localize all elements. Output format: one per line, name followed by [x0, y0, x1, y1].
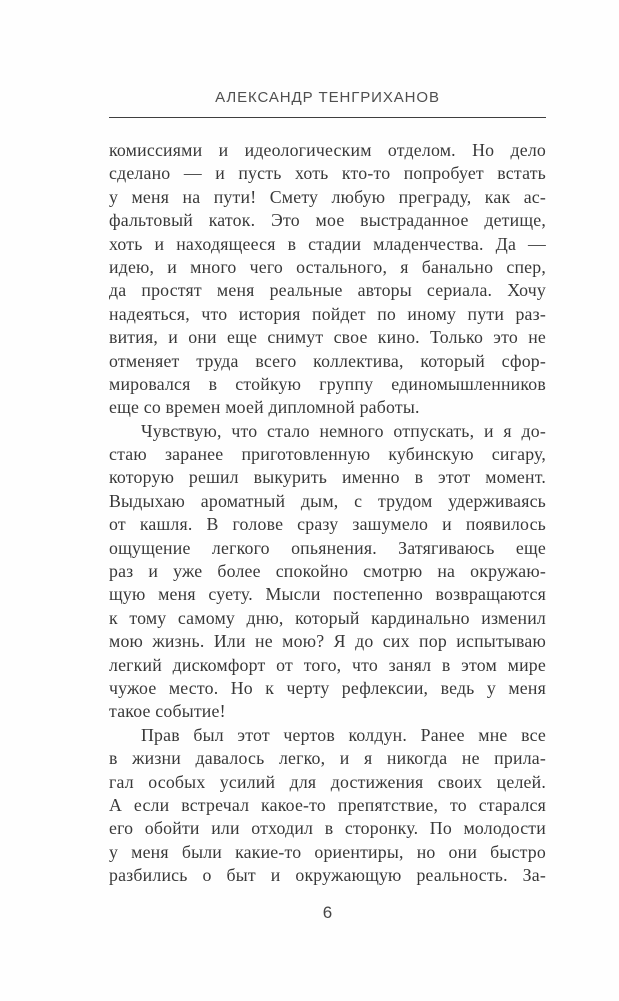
text-line: щую меня суету. Мысли постепенно возвращаются — [109, 584, 546, 605]
text-line: у меня на пути! Смету любую преграду, как ас- — [109, 186, 546, 207]
text-line: еще со времен моей дипломной работы. — [109, 397, 420, 418]
text-line: мою жизнь. Или не мою? Я до сих пор испытываю — [109, 631, 546, 652]
text-line: Прав был этот чертов колдун. Ранее мне все — [141, 724, 546, 745]
text-line: от кашля. В голове сразу зашумело и появилось — [109, 514, 546, 535]
text-line: сделано — и пусть хоть кто-то попробует встать — [109, 163, 546, 184]
text-line: Выдыхаю ароматный дым, с трудом удерживаясь — [109, 490, 546, 511]
text-line: надеяться, что история пойдет по иному пути раз- — [109, 303, 546, 324]
text-line: комиссиями и идеологическим отделом. Но дело — [109, 140, 546, 160]
text-line: хоть и находящееся в стадии младенчества. Да — — [109, 233, 546, 254]
text-line: А если встречал какое-то препятствие, то старался — [109, 794, 546, 815]
body-text — [109, 139, 546, 888]
text-line: такое событие! — [109, 701, 226, 722]
text-line: ощущение легкого опьянения. Затягиваюсь еще — [109, 537, 546, 558]
page-number: 6 — [322, 903, 333, 922]
text-line: которую решил выкурить именно в этот момент. — [109, 467, 546, 488]
text-line: у меня были какие-то ориентиры, но они быстро — [109, 841, 546, 862]
text-line: идею, и много чего остального, я банально спер, — [109, 256, 546, 277]
text-line: отменяет труда всего коллектива, который сфор- — [109, 350, 546, 371]
text-line: гал особых усилий для достижения своих целей. — [109, 771, 546, 792]
text-line: его обойти или отходил в сторонку. По молодости — [109, 818, 546, 839]
text-line: разбились о быт и окружающую реальность. За- — [109, 865, 546, 886]
text-line: вития, и они еще снимут свое кино. Только это не — [109, 327, 546, 348]
text-line: фальтовый каток. Это мое выстраданное детище, — [109, 210, 546, 231]
text-line: чужое место. Но к черту рефлексии, ведь у меня — [109, 677, 546, 698]
text-line: стаю заранее приготовленную кубинскую сигару, — [109, 444, 546, 465]
text-line: Чувствую, что стало немного отпускать, и я до- — [141, 420, 546, 441]
text-line: к тому самому дню, который кардинально изменил — [109, 607, 546, 628]
text-line: в жизни давалось легко, и я никогда не прила- — [109, 748, 546, 769]
text-line: мировался в стойкую группу единомышленников — [109, 373, 546, 394]
header-rule-divider — [109, 117, 546, 118]
text-line: раз и уже более спокойно смотрю на окружаю- — [109, 561, 546, 582]
running-header-author: АЛЕКСАНДР ТЕНГРИХАНОВ — [215, 89, 440, 106]
text-line: легкий дискомфорт от того, что занял в этом мире — [109, 654, 546, 675]
text-line: да простят меня реальные авторы сериала. Хочу — [109, 280, 546, 301]
